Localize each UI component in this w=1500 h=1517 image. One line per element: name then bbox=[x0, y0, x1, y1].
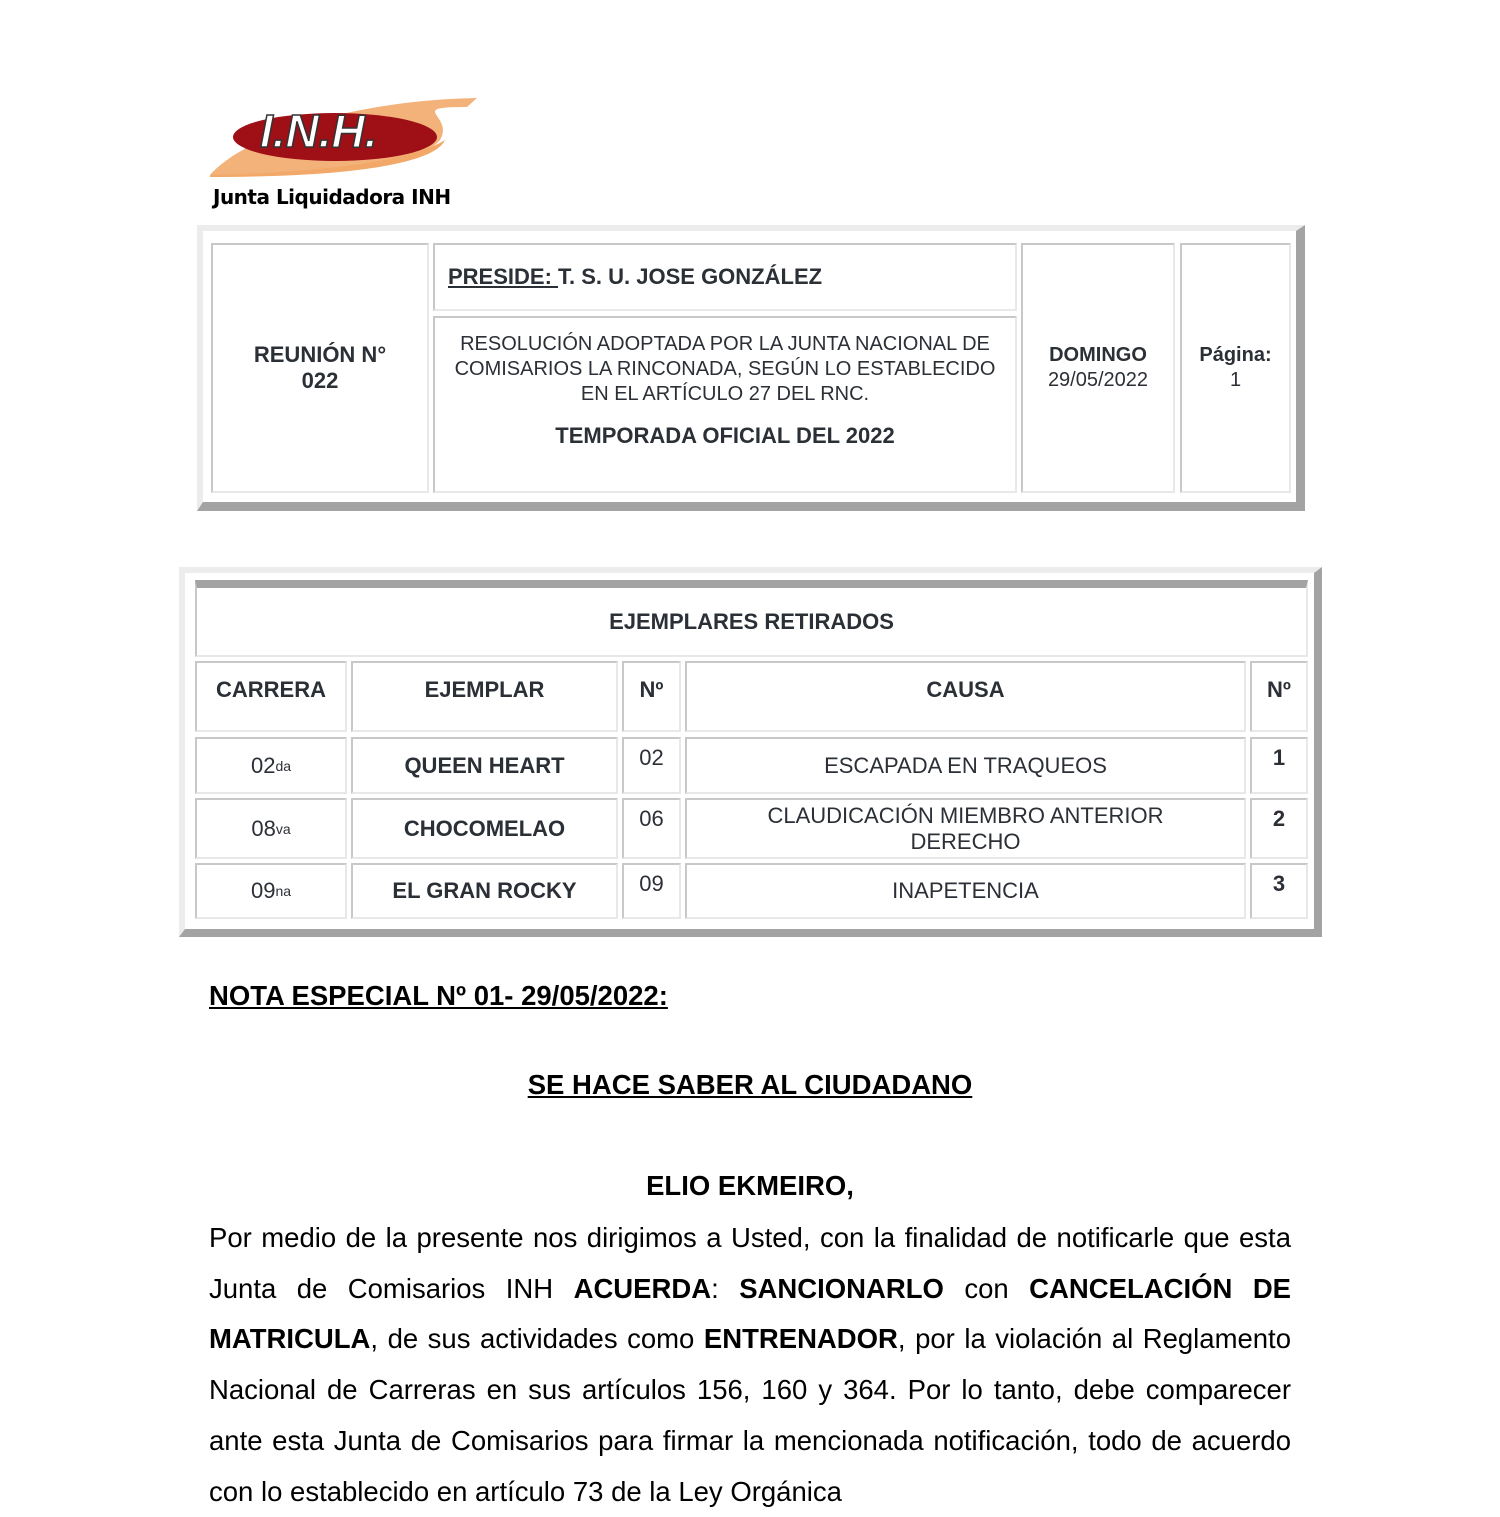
carrera-suffix: na bbox=[275, 883, 292, 899]
index-cell bbox=[1250, 863, 1308, 919]
preside-cell bbox=[433, 243, 1017, 311]
resolution-text: RESOLUCIÓN ADOPTADA POR LA JUNTA NACIONAL DE COMISARIOS LA RINCONADA, SEGÚN LO ESTABLECIDO EN EL ARTÍCULO 27 DEL RNC. bbox=[454, 333, 996, 405]
carrera-value: 02 bbox=[250, 752, 276, 778]
reunion-cell bbox=[211, 243, 429, 493]
date-value: 29/05/2022 bbox=[1047, 369, 1149, 391]
day-label: DOMINGO bbox=[1049, 344, 1147, 366]
causa-cell bbox=[685, 737, 1246, 794]
ejemplar-cell bbox=[351, 863, 618, 919]
ejemplar-cell bbox=[351, 798, 618, 859]
inh-logo bbox=[205, 95, 485, 185]
addressee: ELIO EKMEIRO, bbox=[646, 1170, 854, 1201]
preside-name: T. S. U. JOSE GONZÁLEZ bbox=[558, 264, 823, 289]
ejemplar-name: EL GRAN ROCKY bbox=[392, 878, 577, 903]
para-text: : bbox=[711, 1272, 740, 1304]
para-text: , de sus actividades como bbox=[370, 1323, 704, 1355]
page-label: Página: bbox=[1199, 344, 1272, 366]
causa-cell bbox=[685, 863, 1246, 919]
carrera-suffix: da bbox=[275, 757, 292, 774]
carrera-cell bbox=[195, 737, 347, 794]
reunion-label: REUNIÓN N° bbox=[253, 342, 387, 367]
index-value: 2 bbox=[1272, 806, 1286, 831]
retirados-title-text: EJEMPLARES RETIRADOS bbox=[609, 608, 894, 634]
ejemplar-name: CHOCOMELAO bbox=[403, 815, 566, 841]
numero-cell bbox=[622, 863, 681, 919]
nota-title: NOTA ESPECIAL Nº 01- 29/05/2022: bbox=[209, 980, 668, 1011]
numero-value: 02 bbox=[639, 745, 664, 770]
page-cell bbox=[1180, 243, 1291, 493]
logo-caption: Junta Liquidadora INH bbox=[213, 185, 451, 209]
carrera-cell bbox=[195, 798, 347, 859]
causa-cell bbox=[685, 798, 1246, 859]
date-cell bbox=[1021, 243, 1175, 493]
numero-value: 06 bbox=[639, 806, 664, 831]
numero-cell bbox=[622, 798, 681, 859]
season-text: TEMPORADA OFICIAL DEL 2022 bbox=[555, 423, 895, 448]
col-ejemplar: EJEMPLAR bbox=[351, 661, 618, 732]
col-causa: CAUSA bbox=[685, 661, 1246, 732]
carrera-suffix: va bbox=[275, 820, 291, 837]
causa-text: CLAUDICACIÓN MIEMBRO ANTERIOR DERECHO bbox=[767, 802, 1164, 854]
para-text: con bbox=[943, 1272, 1030, 1304]
ejemplar-name: QUEEN HEART bbox=[404, 752, 565, 778]
numero-value: 09 bbox=[639, 871, 664, 896]
index-value: 3 bbox=[1272, 871, 1286, 896]
page-number: 1 bbox=[1229, 369, 1242, 391]
index-value: 1 bbox=[1272, 745, 1286, 770]
para-text: , por la violación al Reglamento Nacional de Carreras en sus artículos 156, 160 y 364. Por lo tanto, debe comparecer ante esta Junta de Comisarios para firmar la mencionada notificación, todo de acuerdo con lo establecido en artículo 73 de la Ley Orgánica bbox=[209, 1323, 1291, 1507]
carrera-cell bbox=[195, 863, 347, 919]
para-acuerda: ACUERDA bbox=[573, 1272, 712, 1304]
index-cell bbox=[1250, 798, 1308, 859]
retirados-title bbox=[195, 580, 1308, 657]
reunion-number: 022 bbox=[301, 368, 339, 393]
nota-subtitle: SE HACE SABER AL CIUDADANO bbox=[527, 1069, 973, 1100]
nota-paragraph bbox=[209, 1213, 1291, 1517]
para-cancelacion: CANCELACIÓN DE MATRICULA bbox=[209, 1272, 1292, 1355]
causa-text: ESCAPADA EN TRAQUEOS bbox=[824, 752, 1107, 778]
col-index: Nº bbox=[1250, 661, 1308, 732]
carrera-value: 08 bbox=[251, 815, 276, 841]
para-entrenador: ENTRENADOR bbox=[703, 1323, 898, 1355]
col-carrera: CARRERA bbox=[195, 661, 347, 732]
inh-logo-graphic bbox=[205, 95, 485, 185]
carrera-value: 09 bbox=[250, 878, 276, 903]
numero-cell bbox=[622, 737, 681, 794]
preside-label: PRESIDE: bbox=[448, 264, 559, 289]
resolution-cell bbox=[433, 316, 1017, 493]
col-numero: Nº bbox=[622, 661, 681, 732]
para-sancionarlo: SANCIONARLO bbox=[739, 1272, 944, 1304]
causa-text: INAPETENCIA bbox=[892, 878, 1039, 903]
svg-text:I.N.H.: I.N.H. bbox=[260, 105, 378, 157]
ejemplar-cell bbox=[351, 737, 618, 794]
index-cell bbox=[1250, 737, 1308, 794]
para-text: Por medio de la presente nos dirigimos a Usted, con la finalidad de notificarle que esta Junta de Comisarios INH bbox=[209, 1222, 1291, 1304]
